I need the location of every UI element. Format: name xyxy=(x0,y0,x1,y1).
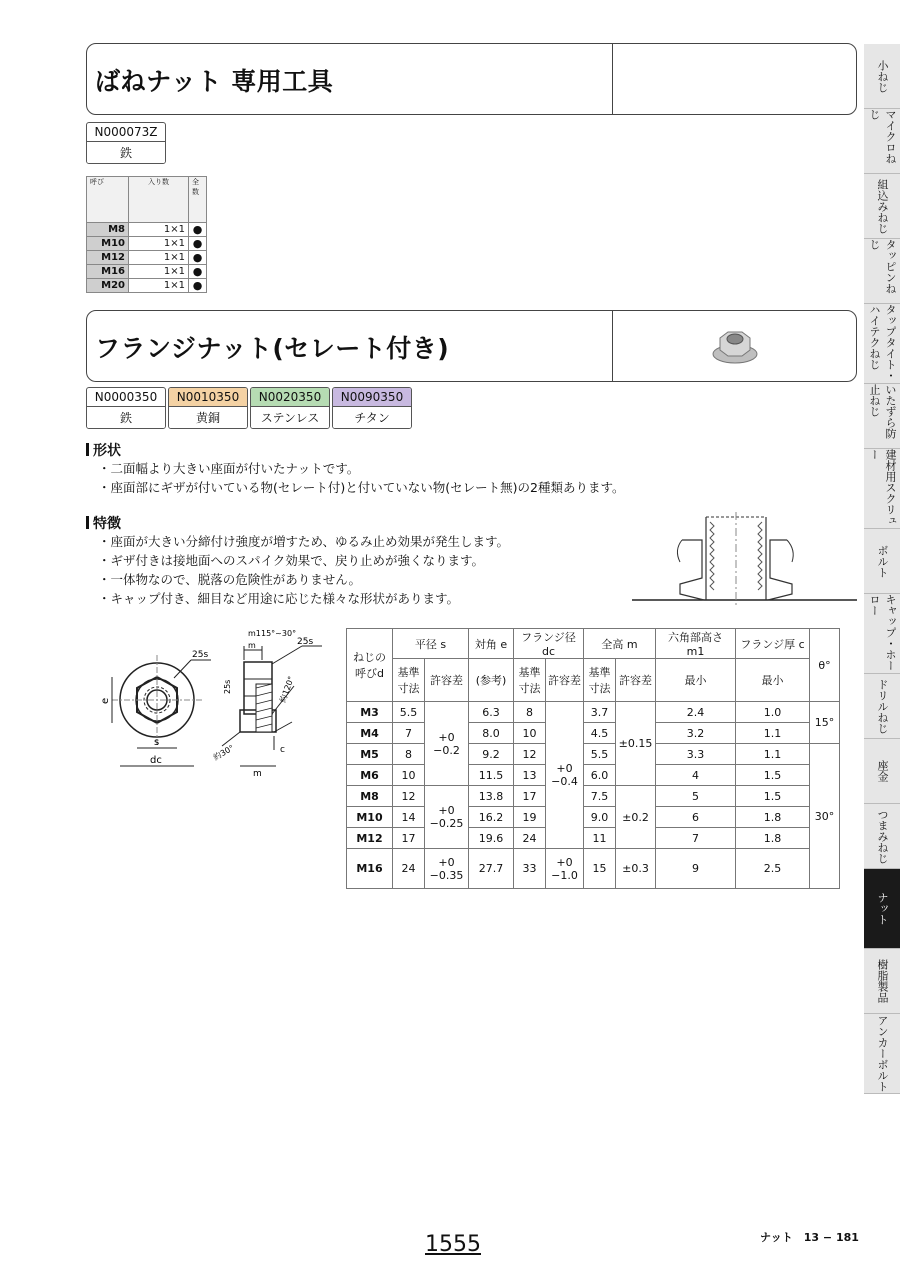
cell-dc: 19 xyxy=(514,807,546,828)
cell-c: 1.0 xyxy=(736,702,810,723)
tab-micro-screws[interactable]: マイクロねじ xyxy=(864,109,900,174)
header-all: 全数 xyxy=(189,177,207,223)
tab-drill-screws[interactable]: ドリルねじ xyxy=(864,674,900,739)
cell-m: 11 xyxy=(584,828,616,849)
cell-m: 15 xyxy=(584,849,616,889)
stock-mark[interactable]: ● xyxy=(189,237,207,251)
dim-e: e xyxy=(100,697,111,704)
cell-c: 1.1 xyxy=(736,723,810,744)
table-row xyxy=(87,251,207,265)
list-item: ・二面幅より大きい座面が付いたナットです。 xyxy=(98,461,360,476)
cell-m: 5.5 xyxy=(584,744,616,765)
cell-d: M5 xyxy=(347,744,393,765)
page-number: 1555 xyxy=(425,1232,481,1257)
cell-dc-tol: +0 −1.0 xyxy=(546,849,584,889)
size-qty: 1×1 xyxy=(129,223,189,237)
size-name: M10 xyxy=(87,237,129,251)
cell-m-tol: ±0.3 xyxy=(616,849,656,889)
code-number: N0000350 xyxy=(87,388,165,407)
cell-dc: 10 xyxy=(514,723,546,744)
cell-m: 4.5 xyxy=(584,723,616,744)
header-theta: θ° xyxy=(810,629,840,702)
sub-std: 基準寸法 xyxy=(584,659,616,702)
code-material: 黄銅 xyxy=(169,407,247,428)
tab-nuts[interactable]: ナット xyxy=(864,869,900,949)
cell-dc: 17 xyxy=(514,786,546,807)
table-row xyxy=(347,828,840,849)
tab-anchor-bolts[interactable]: アンカーボルト xyxy=(864,1014,900,1094)
cell-d: M6 xyxy=(347,765,393,786)
code-number: N0020350 xyxy=(251,388,329,407)
sub-std: 基準寸法 xyxy=(514,659,546,702)
cell-e: 27.7 xyxy=(469,849,514,889)
cell-s-tol: +0 −0.35 xyxy=(425,849,469,889)
product-code-iron[interactable] xyxy=(86,387,166,429)
size-name: M12 xyxy=(87,251,129,265)
cell-s: 14 xyxy=(393,807,425,828)
cell-e: 8.0 xyxy=(469,723,514,744)
size-qty: 1×1 xyxy=(129,251,189,265)
sub-tol: 許容差 xyxy=(546,659,584,702)
flange-nut-photo-icon xyxy=(710,324,760,368)
cell-e: 9.2 xyxy=(469,744,514,765)
category-tabs xyxy=(864,44,900,1094)
table-row xyxy=(87,279,207,293)
dim-m1: m1 xyxy=(248,629,261,638)
product-code[interactable] xyxy=(86,122,166,164)
dim-finish: 25s xyxy=(192,650,209,660)
tab-tapping-screws[interactable]: タッピンねじ xyxy=(864,239,900,304)
feature-heading: 特徴 xyxy=(86,513,121,533)
size-qty: 1×1 xyxy=(129,279,189,293)
cell-s-tol: +0 −0.25 xyxy=(425,786,469,849)
table-row xyxy=(347,786,840,807)
list-item: ・ギザ付きは接地面へのスパイク効果で、戻り止めが強くなります。 xyxy=(98,553,485,568)
sub-min: 最小 xyxy=(656,659,736,702)
cell-d: M3 xyxy=(347,702,393,723)
cell-c: 1.8 xyxy=(736,828,810,849)
cell-c: 1.1 xyxy=(736,744,810,765)
tab-taptite[interactable]: タップタイト・ハイテクねじ xyxy=(864,304,900,384)
stock-mark[interactable]: ● xyxy=(189,279,207,293)
cell-theta: 30° xyxy=(810,744,840,889)
sub-tol: 許容差 xyxy=(425,659,469,702)
cell-m1: 6 xyxy=(656,807,736,828)
cell-s: 8 xyxy=(393,744,425,765)
cell-m1: 2.4 xyxy=(656,702,736,723)
size-name: M16 xyxy=(87,265,129,279)
header-m: 全高 m xyxy=(584,629,656,659)
tab-small-screws[interactable]: 小ねじ xyxy=(864,44,900,109)
tab-resin[interactable]: 樹脂製品 xyxy=(864,949,900,1014)
spring-nut-size-table xyxy=(86,176,207,293)
sub-std: 基準寸法 xyxy=(393,659,425,702)
stock-mark[interactable]: ● xyxy=(189,251,207,265)
table-row xyxy=(347,765,840,786)
table-row xyxy=(347,702,840,723)
table-row xyxy=(347,807,840,828)
side-view-drawing xyxy=(212,624,332,784)
code-material: ステンレス xyxy=(251,407,329,428)
cell-s: 5.5 xyxy=(393,702,425,723)
cell-e: 16.2 xyxy=(469,807,514,828)
cell-m1: 3.3 xyxy=(656,744,736,765)
table-row xyxy=(87,265,207,279)
table-row xyxy=(347,723,840,744)
flange-nut-photo xyxy=(613,311,856,381)
header-name: 呼び xyxy=(87,177,129,223)
cell-m1: 5 xyxy=(656,786,736,807)
cell-m: 7.5 xyxy=(584,786,616,807)
code-material: 鉄 xyxy=(87,407,165,428)
sub-min: 最小 xyxy=(736,659,810,702)
dim-chamfer: 約30° xyxy=(212,743,236,763)
cell-e: 19.6 xyxy=(469,828,514,849)
header-s: 平径 s xyxy=(393,629,469,659)
product-code-brass[interactable] xyxy=(168,387,248,429)
table-row xyxy=(87,237,207,251)
dim-c: c xyxy=(280,745,285,755)
tab-washers[interactable]: 座金 xyxy=(864,739,900,804)
cell-d: M8 xyxy=(347,786,393,807)
cell-d: M4 xyxy=(347,723,393,744)
tab-cap-hollow[interactable]: キャップ・ホーロー xyxy=(864,594,900,674)
sub-ref: (参考) xyxy=(469,659,514,702)
dim-angle: 15°~30° xyxy=(261,629,297,638)
tab-tamper-proof[interactable]: いたずら防止ねじ xyxy=(864,384,900,449)
shape-list xyxy=(98,459,624,497)
cell-m: 9.0 xyxy=(584,807,616,828)
size-qty: 1×1 xyxy=(129,237,189,251)
cell-m1: 9 xyxy=(656,849,736,889)
tab-bolts[interactable]: ボルト xyxy=(864,529,900,594)
header-m1: 六角部高さ m1 xyxy=(656,629,736,659)
cell-dc-tol: +0 −0.4 xyxy=(546,702,584,849)
code-number: N0010350 xyxy=(169,388,247,407)
cell-theta: 15° xyxy=(810,702,840,744)
cell-d: M10 xyxy=(347,807,393,828)
cell-m1: 7 xyxy=(656,828,736,849)
table-row xyxy=(347,744,840,765)
cell-dc: 13 xyxy=(514,765,546,786)
stock-mark[interactable]: ● xyxy=(189,265,207,279)
cell-e: 13.8 xyxy=(469,786,514,807)
code-number: N0090350 xyxy=(333,388,411,407)
cell-s: 10 xyxy=(393,765,425,786)
header-qty: 入り数 xyxy=(129,177,189,223)
list-item: ・座面部にギザが付いている物(セレート付)と付いていない物(セレート無)の2種類あります。 xyxy=(98,480,625,495)
size-qty: 1×1 xyxy=(129,265,189,279)
cell-c: 2.5 xyxy=(736,849,810,889)
page-reference: ナット 13 − 181 xyxy=(760,1231,859,1244)
cell-dc: 24 xyxy=(514,828,546,849)
code-material: 鉄 xyxy=(87,142,165,163)
list-item: ・キャップ付き、細目など用途に応じた様々な形状があります。 xyxy=(98,591,460,606)
usage-illustration xyxy=(632,512,857,607)
cell-e: 6.3 xyxy=(469,702,514,723)
list-item: ・一体物なので、脱落の危険性がありません。 xyxy=(98,572,362,587)
cell-dc: 33 xyxy=(514,849,546,889)
spec-table xyxy=(346,628,840,889)
cell-m1: 4 xyxy=(656,765,736,786)
header-d: ねじの呼びd xyxy=(347,629,393,702)
tab-set-screws[interactable]: 組込みねじ xyxy=(864,174,900,239)
spring-nut-codes xyxy=(86,122,166,164)
dim-m: m xyxy=(253,769,262,779)
product-code-titanium[interactable] xyxy=(332,387,412,429)
sub-tol: 許容差 xyxy=(616,659,656,702)
cell-s: 7 xyxy=(393,723,425,744)
feature-list xyxy=(98,532,509,608)
spring-nut-title: ばねナット 専用工具 xyxy=(87,44,613,114)
table-row xyxy=(87,223,207,237)
table-row xyxy=(347,849,840,889)
cell-d: M12 xyxy=(347,828,393,849)
cell-m-tol: ±0.15 xyxy=(616,702,656,786)
cell-s: 12 xyxy=(393,786,425,807)
size-name: M8 xyxy=(87,223,129,237)
header-dc: フランジ径 dc xyxy=(514,629,584,659)
cell-c: 1.5 xyxy=(736,786,810,807)
spring-nut-image-area xyxy=(613,44,856,114)
list-item: ・座面が大きい分締付け強度が増すため、ゆるみ止め効果が発生します。 xyxy=(98,534,510,549)
tab-thumb-screws[interactable]: つまみねじ xyxy=(864,804,900,869)
stock-mark[interactable]: ● xyxy=(189,223,207,237)
cell-dc: 12 xyxy=(514,744,546,765)
dim-dc: dc xyxy=(150,755,162,766)
flange-nut-title: フランジナット(セレート付き) xyxy=(87,311,613,381)
cell-s: 24 xyxy=(393,849,425,889)
code-number: N000073Z xyxy=(87,123,165,142)
dim-finish-2: 25s xyxy=(297,637,314,647)
cell-dc: 8 xyxy=(514,702,546,723)
tab-building-screws[interactable]: 建材用スクリュー xyxy=(864,449,900,529)
dim-chamfer2: 約120° xyxy=(278,675,296,704)
cell-m1: 3.2 xyxy=(656,723,736,744)
flange-nut-codes xyxy=(86,387,412,429)
cell-e: 11.5 xyxy=(469,765,514,786)
cell-c: 1.5 xyxy=(736,765,810,786)
code-material: チタン xyxy=(333,407,411,428)
dim-m-top: m xyxy=(248,641,256,650)
cell-m: 6.0 xyxy=(584,765,616,786)
cell-c: 1.8 xyxy=(736,807,810,828)
size-name: M20 xyxy=(87,279,129,293)
product-code-stainless[interactable] xyxy=(250,387,330,429)
shape-heading: 形状 xyxy=(86,440,121,460)
dim-finish-3: 25s xyxy=(223,679,232,694)
cell-d: M16 xyxy=(347,849,393,889)
cell-s-tol: +0 −0.2 xyxy=(425,702,469,786)
header-e: 対角 e xyxy=(469,629,514,659)
cell-s: 17 xyxy=(393,828,425,849)
header-c: フランジ厚 c xyxy=(736,629,810,659)
cell-m: 3.7 xyxy=(584,702,616,723)
flange-nut-title-box xyxy=(86,310,857,382)
spring-nut-title-box xyxy=(86,43,857,115)
cell-m-tol: ±0.2 xyxy=(616,786,656,849)
front-view-drawing xyxy=(86,630,226,780)
dim-s: s xyxy=(154,737,160,748)
